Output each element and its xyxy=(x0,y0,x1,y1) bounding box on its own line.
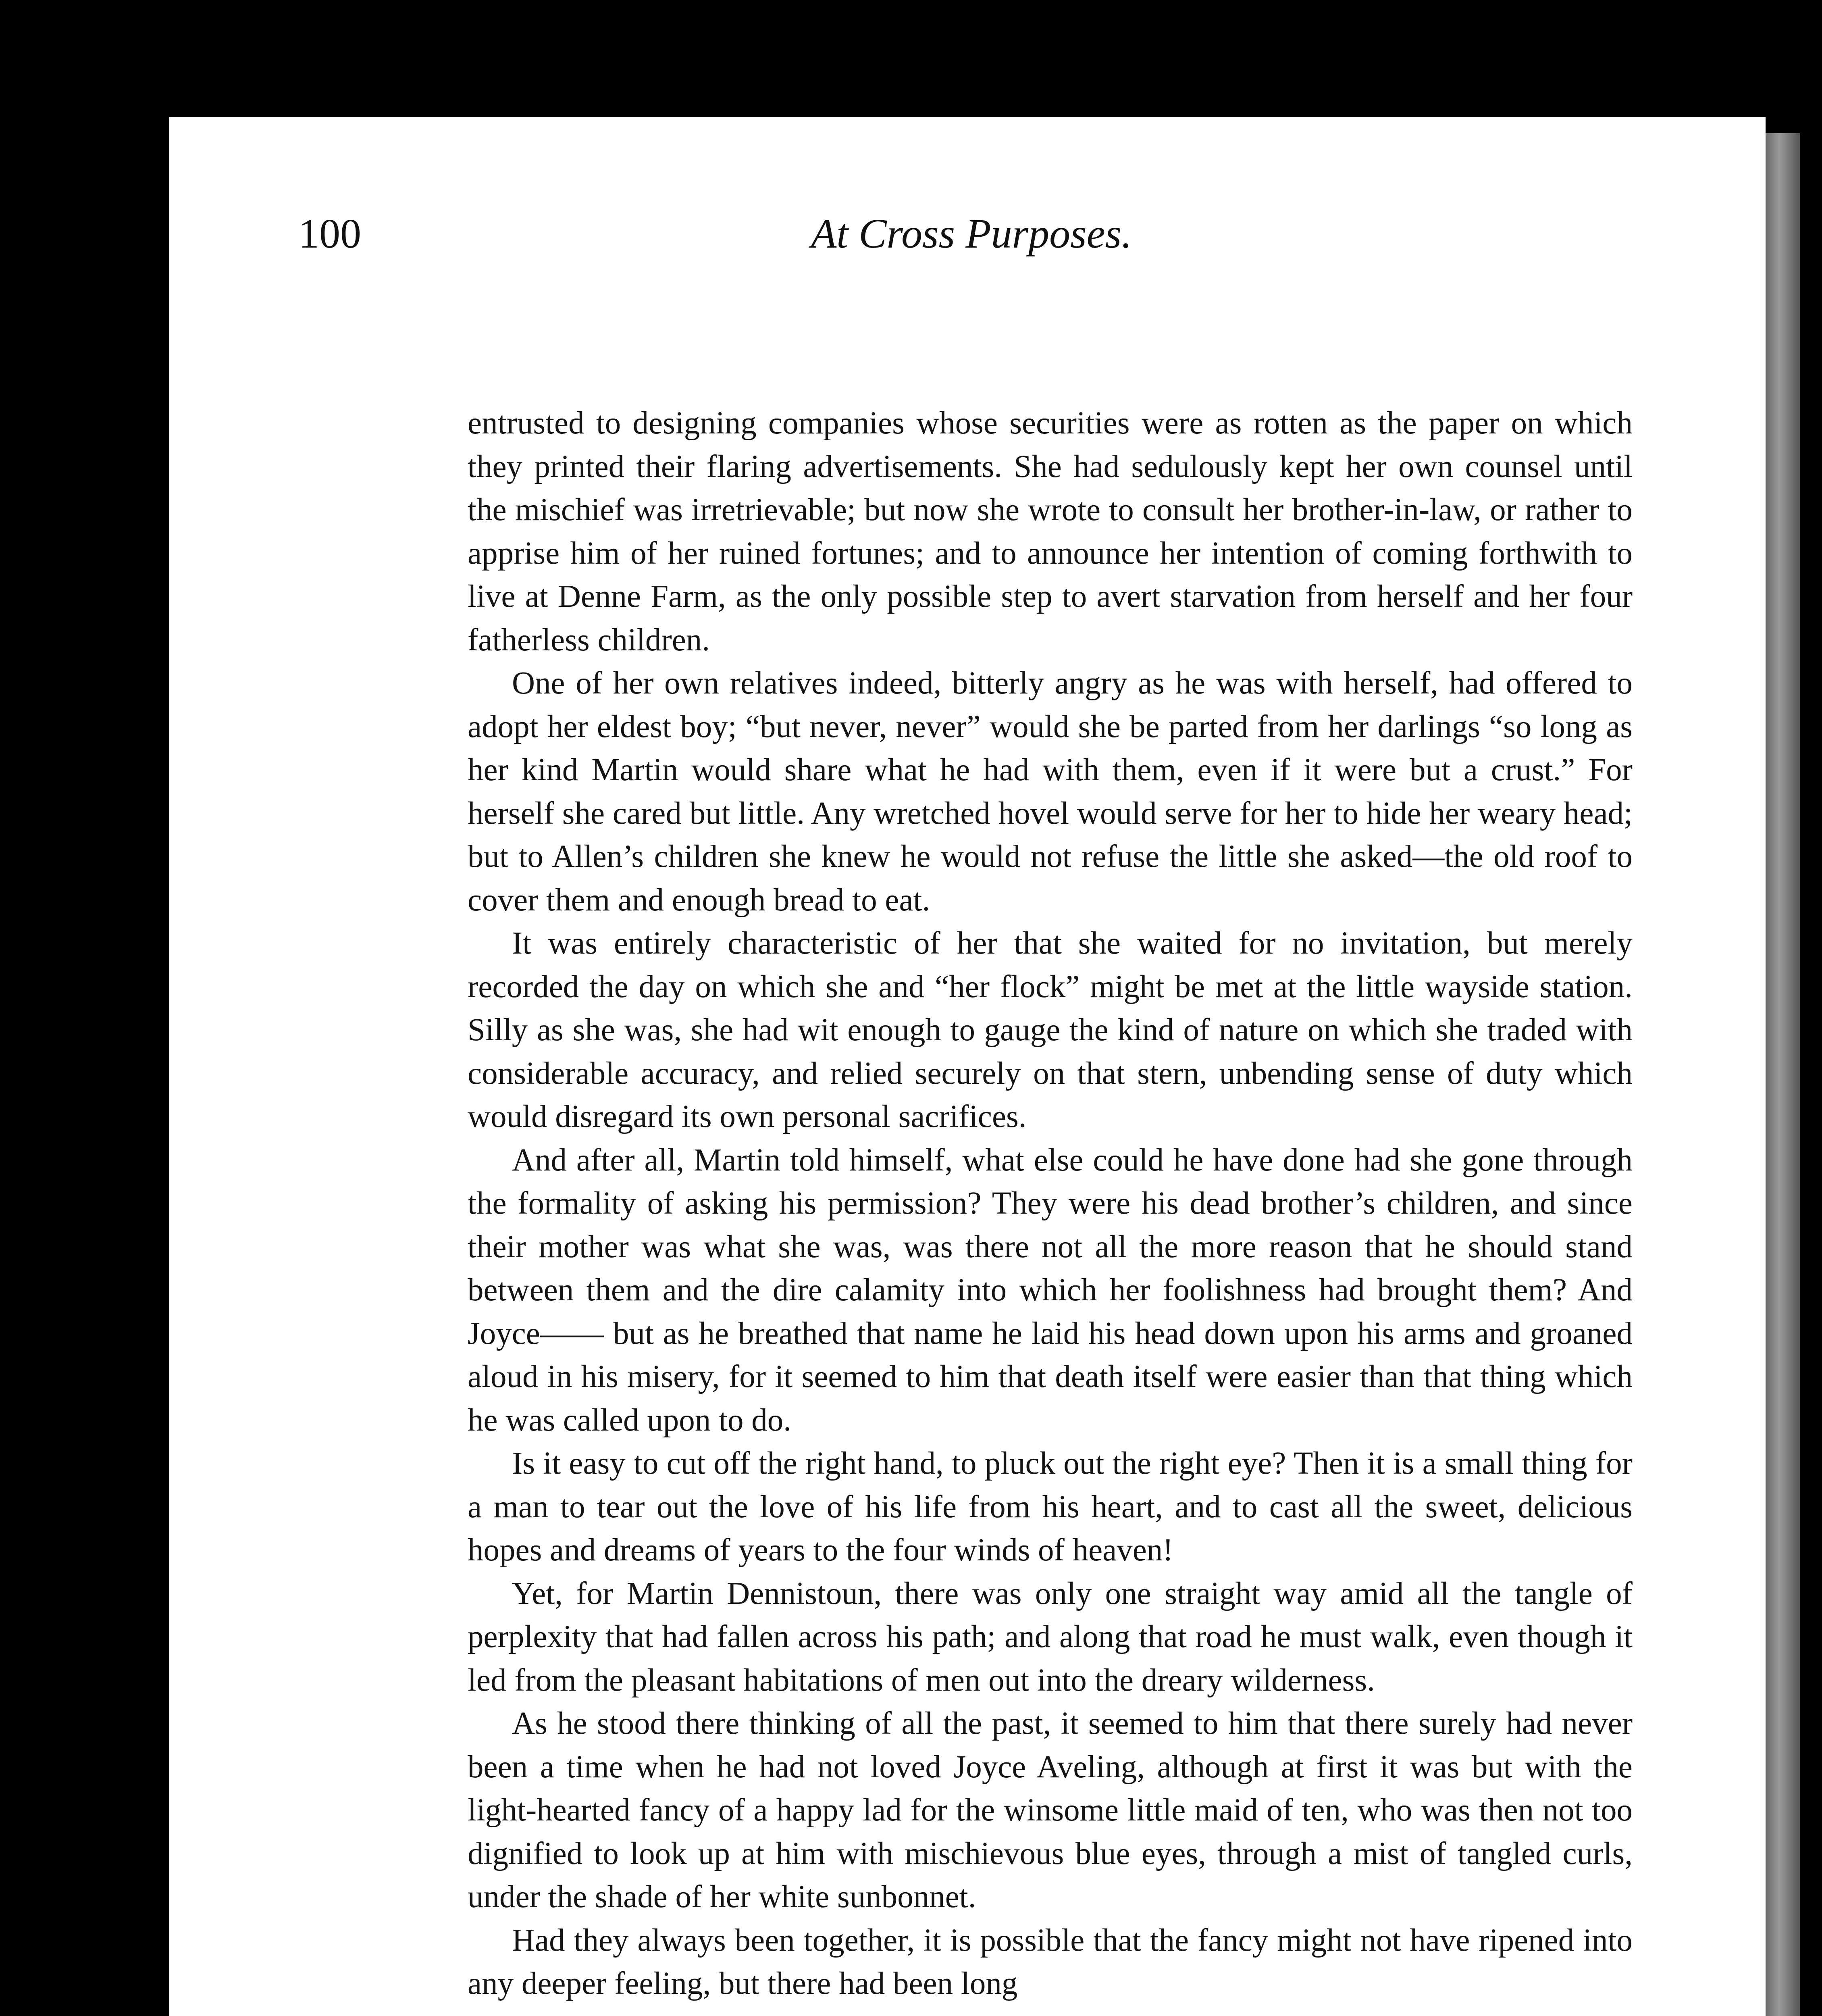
body-text xyxy=(468,402,1633,2006)
page-number: 100 xyxy=(298,210,361,257)
paragraph-2: One of her own relatives indeed, bitterly angry as he was with herself, had offered to adopt her eldest boy; “but never, never” would she be parted from her darlings “so long as her kind Martin would share what he had with them, even if it were but a crust.” For herself she cared but little. Any wretched hovel would serve for her to hide her weary head; but to Allen’s children she knew he would not refuse the little she asked—the old roof to cover them and enough bread to eat. xyxy=(468,666,1633,918)
running-title: At Cross Purposes. xyxy=(811,210,1132,257)
paragraph-4: And after all, Martin told himself, what else could he have done had she gone through the formality of asking his permission? They were his dead brother’s children, and since their mother was what she was, was there not all the more reason that he should stand between them and the dire calamity into which her foolishness had brought them? And Joyce—— but as he breathed that name he laid his head down upon his arms and groaned aloud in his misery, for it seemed to him that death itself were easier than that thing which he was called upon to do. xyxy=(468,1142,1633,1438)
paragraph-3: It was entirely characteristic of her that she waited for no invitation, but merely recorded the day on which she and “her flock” might be met at the little wayside station. Silly as she was, she had wit enough to gauge the kind of nature on which she traded with considerable accuracy, and relied securely on that stern, unbending sense of duty which would disregard its own personal sacrifices. xyxy=(468,926,1633,1134)
page-edge xyxy=(1766,133,1800,2016)
paragraph-7: As he stood there thinking of all the past, it seemed to him that there surely had never been a time when he had not loved Joyce Aveling, although at first it was but with the light-hearted fancy of a happy lad for the winsome little maid of ten, who was then not too dignified to look up at him with mischievous blue eyes, through a mist of tangled curls, under the shade of her white sunbonnet. xyxy=(468,1706,1633,1914)
paragraph-1: entrusted to designing companies whose securities were as rotten as the paper on which they printed their flaring advertisements. She had sedulously kept her own counsel until the mischief was irretrievable; but now she wrote to consult her brother-in-law, or rather to apprise him of her ruined fortunes; and to announce her intention of coming forthwith to live at Denne Farm, as the only possible step to avert starvation from herself and her four fatherless children. xyxy=(468,406,1633,658)
paragraph-5: Is it easy to cut off the right hand, to pluck out the right eye? Then it is a small thing for a man to tear out the love of his life from his heart, and to cast all the sweet, delicious hopes and dreams of years to the four winds of heaven! xyxy=(468,1446,1633,1568)
paragraph-6: Yet, for Martin Dennistoun, there was only one straight way amid all the tangle of perplexity that had fallen across his path; and along that road he must walk, even though it led from the pleasant habitations of men out into the dreary wilderness. xyxy=(468,1576,1633,1698)
page-header xyxy=(298,202,1645,266)
paragraph-8: Had they always been together, it is possible that the fancy might not have ripened into any deeper feeling, but there had been long xyxy=(468,1922,1633,2001)
